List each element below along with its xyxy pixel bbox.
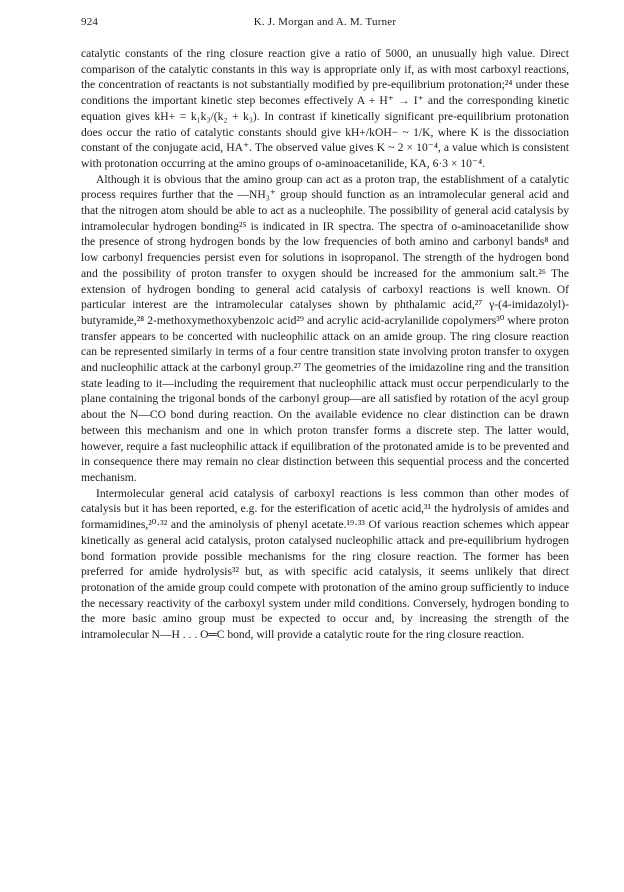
- running-head: K. J. Morgan and A. M. Turner: [253, 16, 397, 28]
- paragraph-2: Although it is obvious that the amino group can act as a proton trap, the establishment of a catalytic process requires further that the —NH₃⁺ group should function as an intramolecular general acid and that the nitrogen atom should be able to act as a nucleophile. The possibility of general acid catalysis by intramolecular hydrogen bonding²⁵ is indicated in IR spectra. The spectra of o-aminoacetanilide show the presence of strong hydrogen bonds by the low frequencies of both amino and carbonyl bands⁸ and low carbonyl frequencies persist even for solutions in isopropanol. The strength of the hydrogen bond and the possibility of proton transfer to oxygen should be increased for the ammonium salt.²⁶ The extension of hydrogen bonding to general acid catalysis of carboxyl reactions is well known. Of particular interest are the intramolecular catalyses shown by phthalamic acid,²⁷ γ-(4-imidazolyl)-butyramide,²⁸ 2-methoxymethoxybenzoic acid²⁹ and acrylic acid-acrylanilide copolymers³⁰ where proton transfer appears to be concerted with nucleophilic attack on an amide group. The ring closure reaction can be represented similarly in terms of a four centre transition state involving proton transfer to oxygen and nucleophilic attack at the carbonyl group.²⁷ The geometries of the imidazoline ring and the transition state leading to it—including the requirement that nucleophilic attack must occur perpendicularly to the plane containing the trigonal bonds of the carbonyl group—are all satisfied by rotation of the acyl group about the N—CO bond during reaction. On the available evidence no clear distinction can be drawn between this mechanism and one in which proton transfer forms a discrete step. The latter would, however, require a fast nucleophilic attack if equilibration of the protonated amide is to be prevented and in consequence there may remain no clear distinction between this sequential process and the concerted mechanism.: [81, 172, 569, 484]
- body-text: [81, 46, 569, 643]
- page-header: [81, 16, 569, 38]
- paragraph-1: catalytic constants of the ring closure reaction give a ratio of 5000, an unusually high value. Direct comparison of the catalytic constants in this way is appropriate only if, as with most carboxyl reactions, the concentration of reactants is not substantially modified by pre-equilibrium protonation;²⁴ under these conditions the important kinetic step becomes effectively A + H⁺ → I⁺ and the corresponding kinetic equation gives kH+ = k₁k₃/(k₂ + k₃). In contrast if kinetically significant pre-equilibrium protonation does occur the ratio of catalytic constants should give kH+/kOH− ~ 1/K, where K is the dissociation constant of the conjugate acid, HA⁺. The observed value gives K ~ 2 × 10⁻⁴, a value which is consistent with protonation occurring at the amino groups of o-aminoacetanilide, KA, 6·3 × 10⁻⁴.: [81, 47, 569, 170]
- page-number: 924: [81, 16, 99, 28]
- paragraph-3: Intermolecular general acid catalysis of carboxyl reactions is less common than other modes of catalysis but it has been reported, e.g. for the esterification of acetic acid,³¹ the hydrolysis of amides and formamidines,²⁰·³² and the aminolysis of phenyl acetate.¹⁹·³³ Of various reaction schemes which appear kinetically as general acid catalysis, proton catalysed nucleophilic attack and pre-equilibrium hydrogen bond formation provide possible mechanisms for the ring closure reaction. The former has been preferred for amide hydrolysis³² but, as with specific acid catalysis, it seems unlikely that direct protonation of the amide group could compete with protonation of the amino group sufficiently to induce the necessary reactivity of the carboxyl system under mild conditions. Conversely, hydrogen bonding to the more basic amino group must be expected to occur and, by increasing the strength of the intramolecular N—H . . . O═C bond, will provide a catalytic route for the ring closure reaction.: [81, 486, 569, 642]
